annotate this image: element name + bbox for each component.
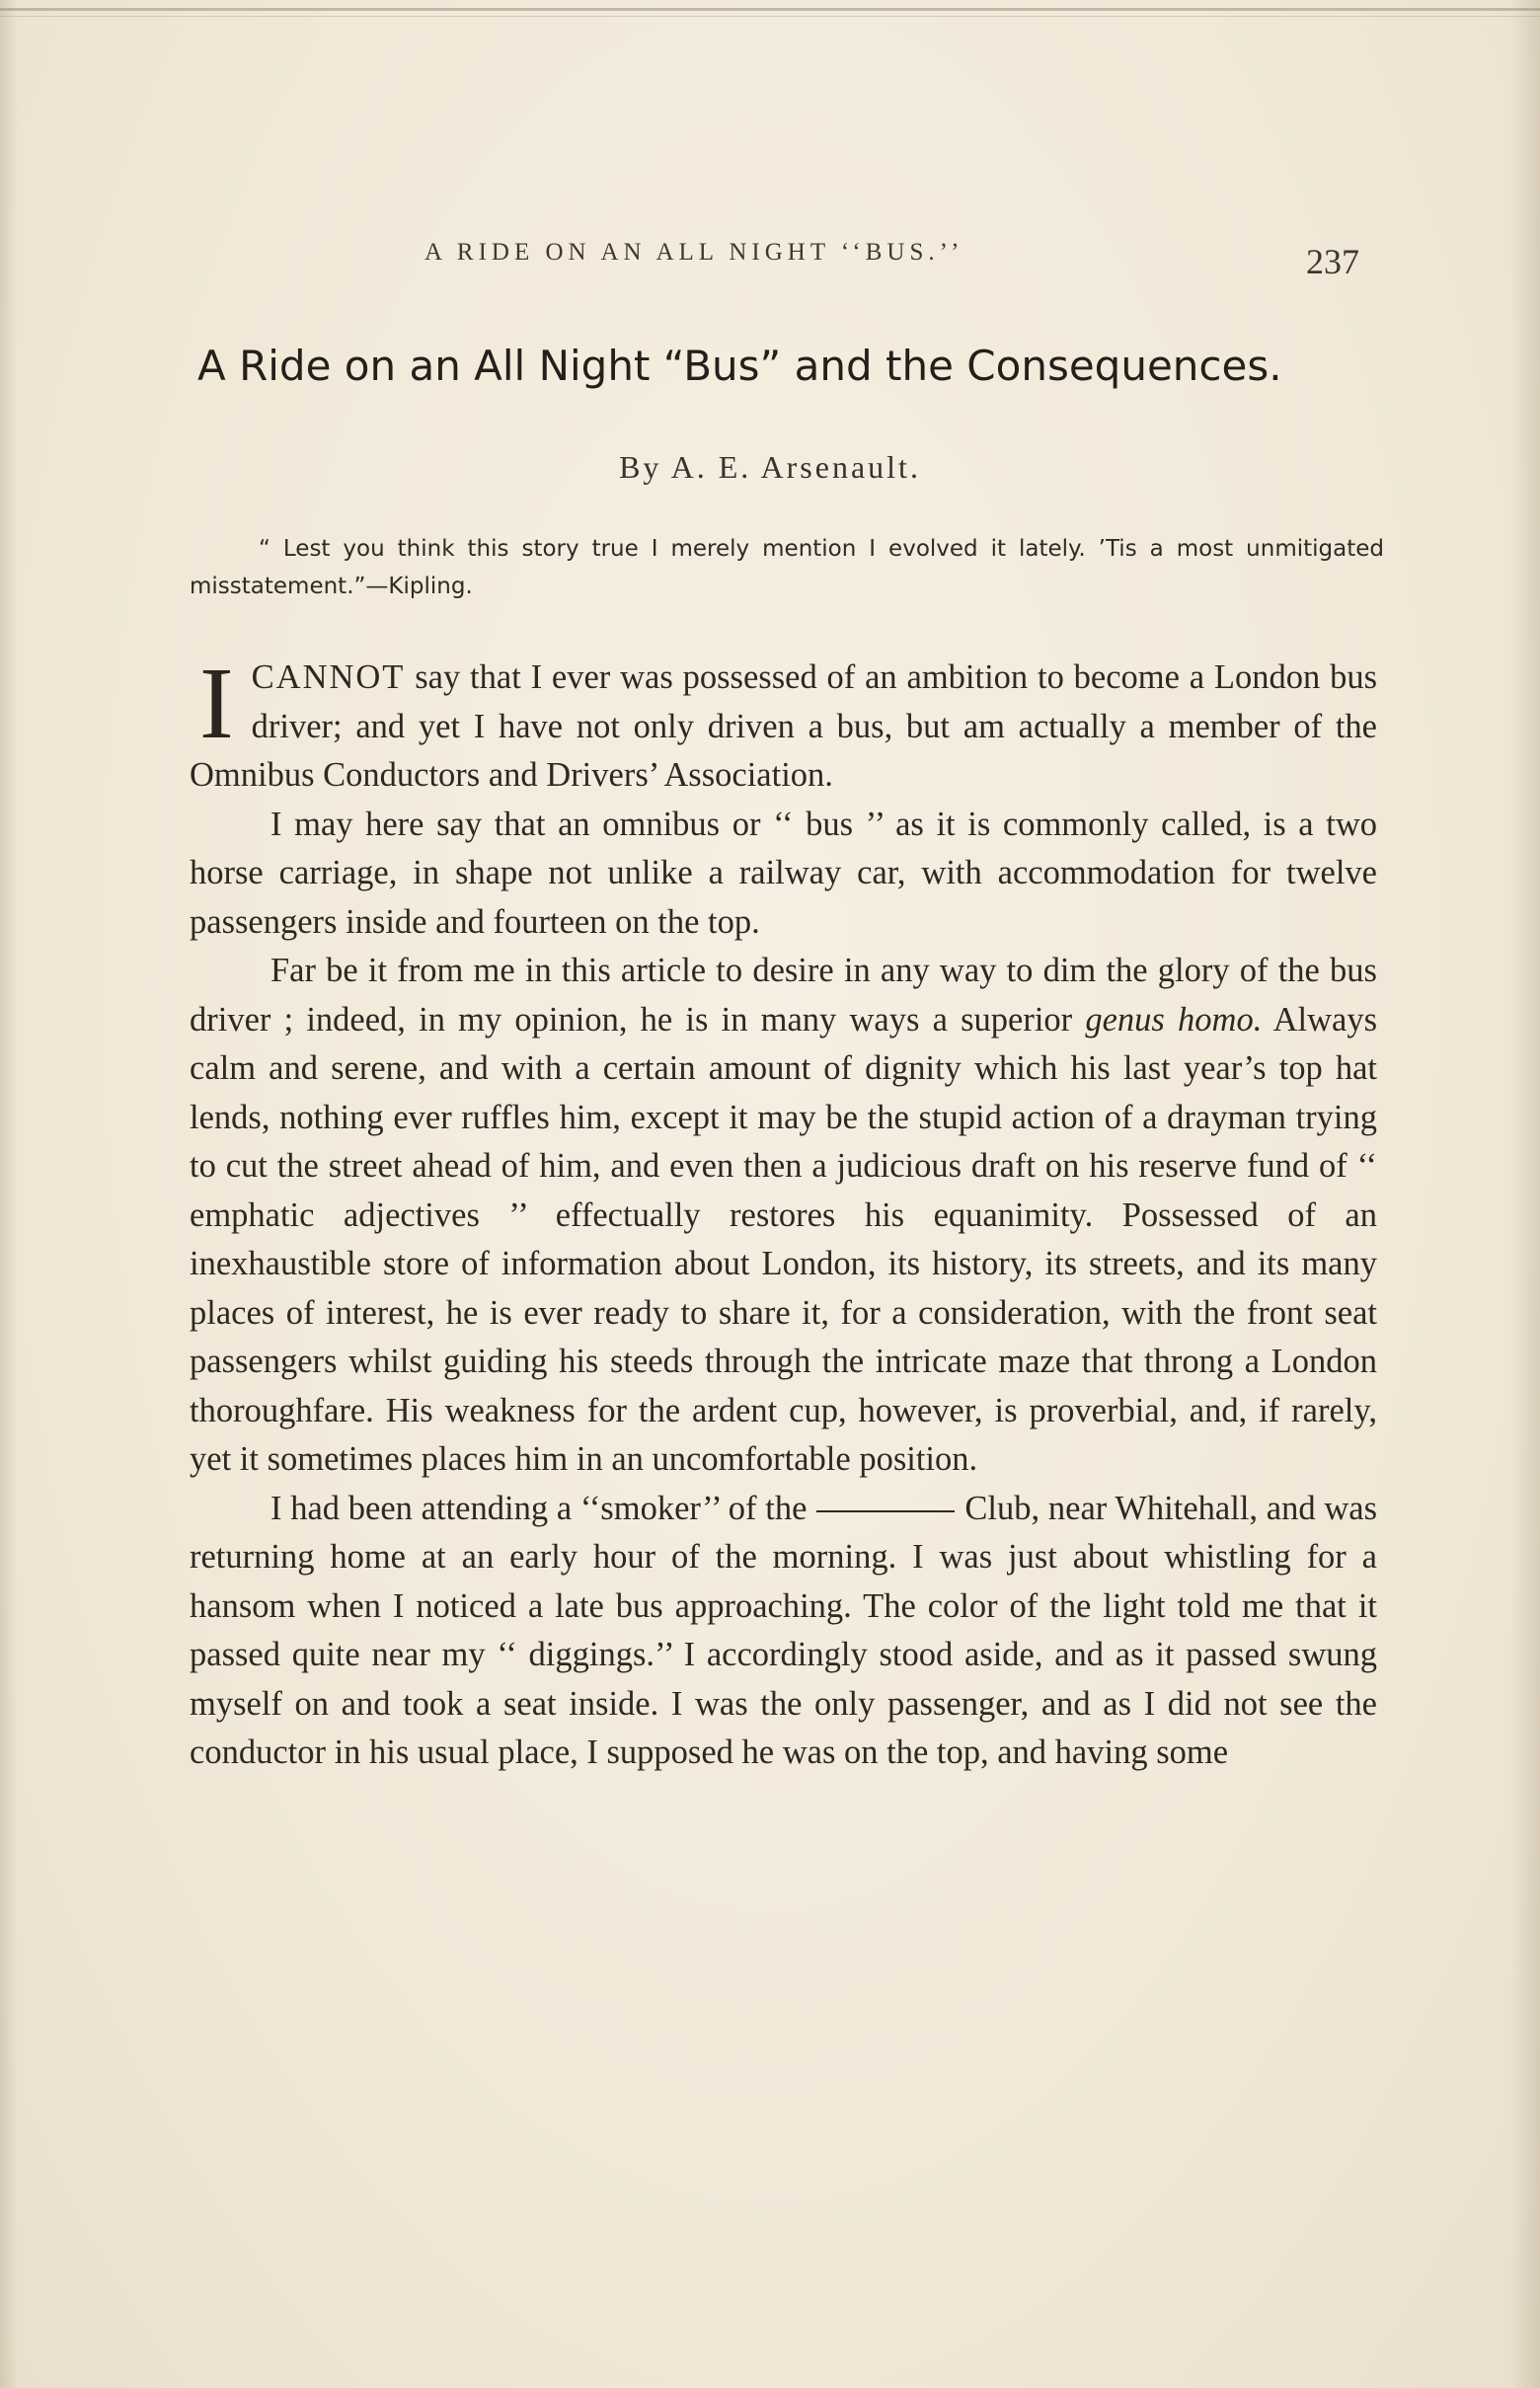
latin-phrase: genus homo. (1085, 1000, 1263, 1039)
top-rule-thin (0, 16, 1540, 17)
drop-cap: I (199, 647, 234, 760)
byline-prefix: By (619, 449, 662, 485)
page-number: 237 (1306, 242, 1359, 281)
top-rule (0, 8, 1540, 11)
page-edge-shadow (1510, 0, 1540, 2388)
epigraph: “ Lest you think this story true I merely mention I evolved it lately. ’Tis a most unmitigated misstatement.”—Kipling. (190, 536, 1384, 599)
article-body (190, 647, 1378, 1778)
paragraph-1-text: say that I ever was possessed of an ambition to become a London bus driver; and yet I have not only driven a bus, but am actually a member of the Omnibus Conductors and Drivers’ Association. (190, 658, 1377, 794)
paragraph-2: I may here say that an omnibus or ‘‘ bus ’’ as it is commonly called, is a two horse carriage, in shape not unlike a railway car, with accommodation for twelve passengers inside and fourteen on the top. (190, 805, 1377, 941)
paragraph-4-text-a: I had been attending a ‘‘smoker’’ of the (270, 1489, 808, 1527)
paragraph-3-text-b: Always calm and serene, and with a certain amount of dignity which his last year’s top hat lends, nothing ever ruffles him, except it may be the stupid action of a drayman trying to cut the street ahead of him, and even then a judicious draft on his reserve fund of ‘‘ emphatic adjectives ’’ effectually restores his equanimity. Possessed of an inexhaustible store of information about London, its history, its streets, and its many places of interest, he is ever ready to share it, for a consideration, with the front seat passengers whilst guiding his steeds through the intricate maze that throng a London thoroughfare. His weakness for the ardent cup, however, is proverbial, and, if rarely, yet it sometimes places him in an uncomfortable position. (190, 1000, 1378, 1478)
running-head: A RIDE ON AN ALL NIGHT ‘‘BUS.’’ (424, 239, 964, 266)
article-title: A Ride on an All Night “Bus” and the Consequences. (197, 342, 1282, 390)
paragraph-1 (190, 647, 1377, 801)
paragraph-4 (190, 1485, 1377, 1778)
byline (0, 449, 1540, 486)
paragraph-3 (190, 947, 1377, 1485)
club-name-blank (816, 1510, 955, 1512)
page-gutter-shadow (0, 0, 18, 2388)
paragraph-4-text-b: Club, near Whitehall, and was returning home at an early hour of the morning. I was just about whistling for a hansom when I noticed a late bus approaching. The color of the light told me that it passed quite near my ‘‘ diggings.’’ I accordingly stood aside, and as it passed swung myself on and took a seat inside. I was the only passenger, and as I did not see the conductor in his usual place, I supposed he was on the top, and having some (190, 1489, 1378, 1771)
byline-author: A. E. Arsenault. (670, 449, 921, 485)
paragraph-1-lead: CANNOT (251, 658, 406, 696)
paragraph-3-text-a: Far be it from me in this article to desire in any way to dim the glory of the bus driver ; indeed, in my opinion, he is in many ways a superior (190, 952, 1377, 1039)
